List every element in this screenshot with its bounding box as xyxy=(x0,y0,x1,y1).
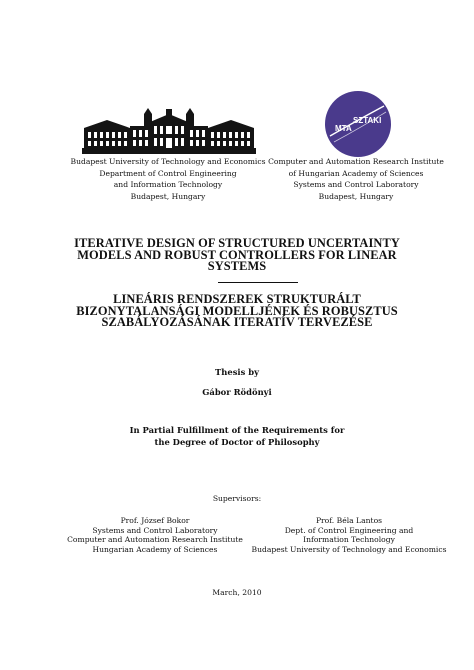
institution-left-line: Budapest, Hungary xyxy=(130,191,206,201)
institution-right-line: Computer and Automation Research Institute xyxy=(268,157,444,166)
degree-statement-line: In Partial Fulfillment of the Requirements for xyxy=(129,425,345,435)
institution-right-line: Budapest, Hungary xyxy=(318,191,394,201)
university-building-logo xyxy=(82,108,256,154)
title-line: BIZONYTALANSÁGI MODELLJÉNEK ÉS ROBUSZTUS xyxy=(76,303,398,318)
logo-text-sztaki: SZTAKI xyxy=(353,116,382,125)
supervisor-left-line: Systems and Control Laboratory xyxy=(92,525,218,535)
supervisors-label: Supervisors: xyxy=(212,494,262,503)
degree-statement xyxy=(0,424,474,448)
title-line: MODELS AND ROBUST CONTROLLERS FOR LINEAR xyxy=(77,247,397,262)
institution-right-line: Systems and Control Laboratory xyxy=(293,180,419,189)
title-line: LINEÁRIS RENDSZEREK STRUKTURÁLT xyxy=(113,292,361,306)
supervisor-left xyxy=(60,516,250,554)
supervisor-left-line: Hungarian Academy of Sciences xyxy=(92,544,218,554)
institution-left-line: Department of Control Engineering xyxy=(99,168,237,178)
supervisor-right-line: Budapest University of Technology and Economics xyxy=(251,544,447,554)
supervisor-right xyxy=(246,516,452,554)
submission-date: March, 2010 xyxy=(212,588,262,597)
supervisor-right-line: Information Technology xyxy=(303,535,395,545)
supervisor-right-line: Prof. Béla Lantos xyxy=(315,516,383,525)
institution-right xyxy=(266,156,446,202)
institution-left-line: Budapest University of Technology and Economics xyxy=(70,157,266,166)
thesis-by-label: Thesis by xyxy=(215,367,259,377)
title-line: SYSTEMS xyxy=(207,259,267,273)
supervisor-right-line: Dept. of Control Engineering and xyxy=(284,525,414,535)
thesis-title-english xyxy=(40,238,434,273)
thesis-title-hungarian xyxy=(40,294,434,329)
title-divider xyxy=(218,282,298,283)
logo-text-mta: MTA xyxy=(335,124,352,133)
author-name: Gábor Rödönyi xyxy=(202,387,272,397)
degree-statement-line: the Degree of Doctor of Philosophy xyxy=(154,437,320,447)
supervisor-left-line: Computer and Automation Research Institute xyxy=(67,535,243,545)
title-line: SZABÁLYOZÁSÁNAK ITERATÍV TERVEZÉSE xyxy=(101,315,373,329)
supervisor-left-line: Prof. József Bokor xyxy=(120,516,190,525)
title-line: ITERATIVE DESIGN OF STRUCTURED UNCERTAINTY xyxy=(74,236,400,250)
mta-sztaki-logo xyxy=(324,90,392,158)
institution-left xyxy=(70,156,266,202)
institution-right-line: of Hungarian Academy of Sciences xyxy=(288,168,424,178)
institution-left-line: and Information Technology xyxy=(113,180,223,189)
